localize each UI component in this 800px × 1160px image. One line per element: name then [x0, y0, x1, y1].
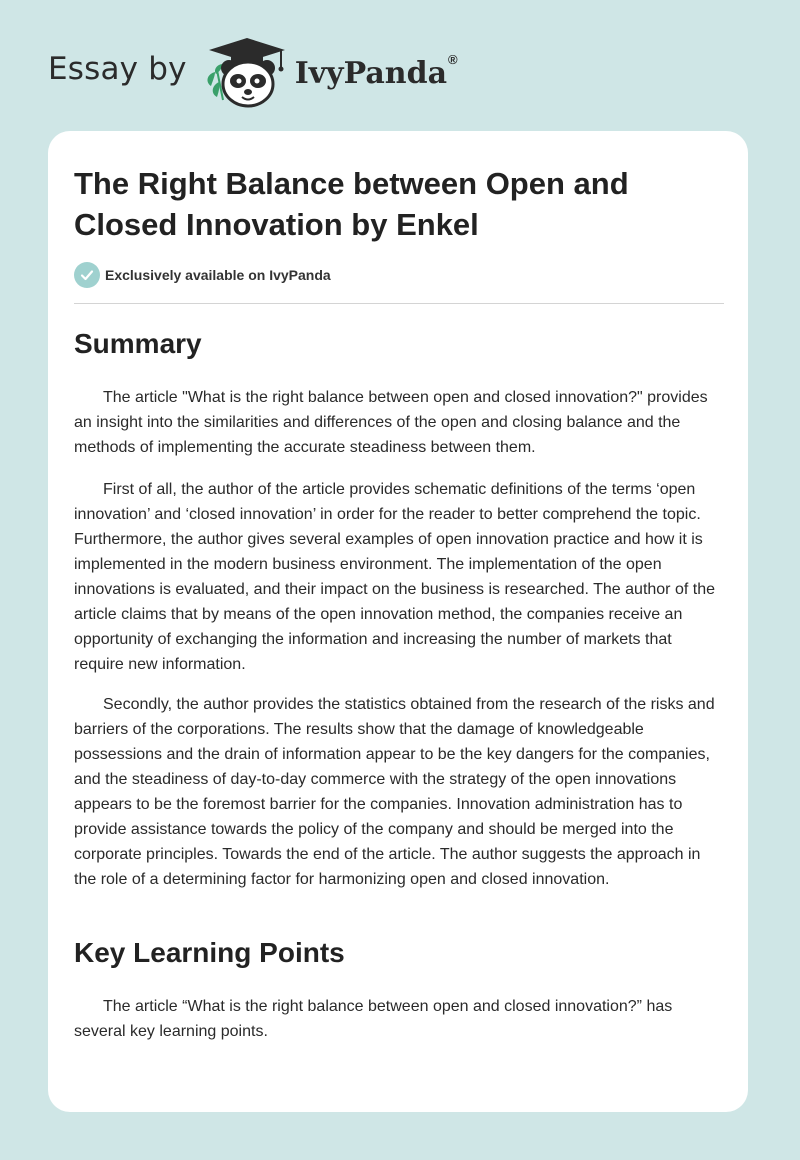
panda-graduate-icon: [201, 34, 289, 110]
summary-paragraph-1: The article "What is the right balance between open and closed innovation?" provides an insight into the similarities and differences of the open and closing balance and the methods of implementing the accurate steadiness between them.: [74, 389, 708, 456]
key-learning-paragraph-1: The article “What is the right balance between open and closed innovation?” has several key learning points.: [74, 998, 673, 1040]
exclusive-badge: [74, 262, 331, 288]
check-icon: [74, 262, 100, 288]
essay-by-label: Essay by: [48, 51, 187, 87]
summary-paragraph-2: First of all, the author of the article provides schematic definitions of the terms ‘open innovation’ and ‘closed innovation’ in order for the reader to better comprehend the topic. Furthermore, the author gives several examples of open innovation practice and how it is implemented in the modern business environment. The implementation of the open innovations is evaluated, and their impact on the business is researched. The author of the article claims that by means of the open innovation method, the companies receive an opportunity of exchanging the information and increasing the number of markets that require new information.: [74, 481, 715, 673]
site-header: [48, 34, 508, 110]
registered-mark: ®: [448, 51, 458, 67]
brand-logo-text[interactable]: IvyPanda®: [294, 51, 458, 91]
essay-title: The Right Balance between Open and Closed Innovation by Enkel: [74, 166, 629, 242]
essay-card: [48, 131, 748, 1112]
title-divider: [74, 303, 724, 304]
key-learning-points-heading: Key Learning Points: [74, 937, 345, 968]
summary-paragraph-3: Secondly, the author provides the statistics obtained from the research of the risks and barriers of the corporations. The results show that the damage of knowledgeable possessions and the drain of information appear to be the key dangers for the companies, and the steadiness of day-to-day commerce with the strategy of the open innovations appears to be the foremost barrier for the companies. Innovation administration has to provide assistance towards the policy of the company and should be merged into the corporate principles. Towards the end of the article. The author suggests the approach in the role of a determining factor for harmonizing open and closed innovation.: [74, 696, 715, 888]
exclusive-badge-text: Exclusively available on IvyPanda: [105, 267, 331, 283]
summary-heading: Summary: [74, 328, 202, 359]
